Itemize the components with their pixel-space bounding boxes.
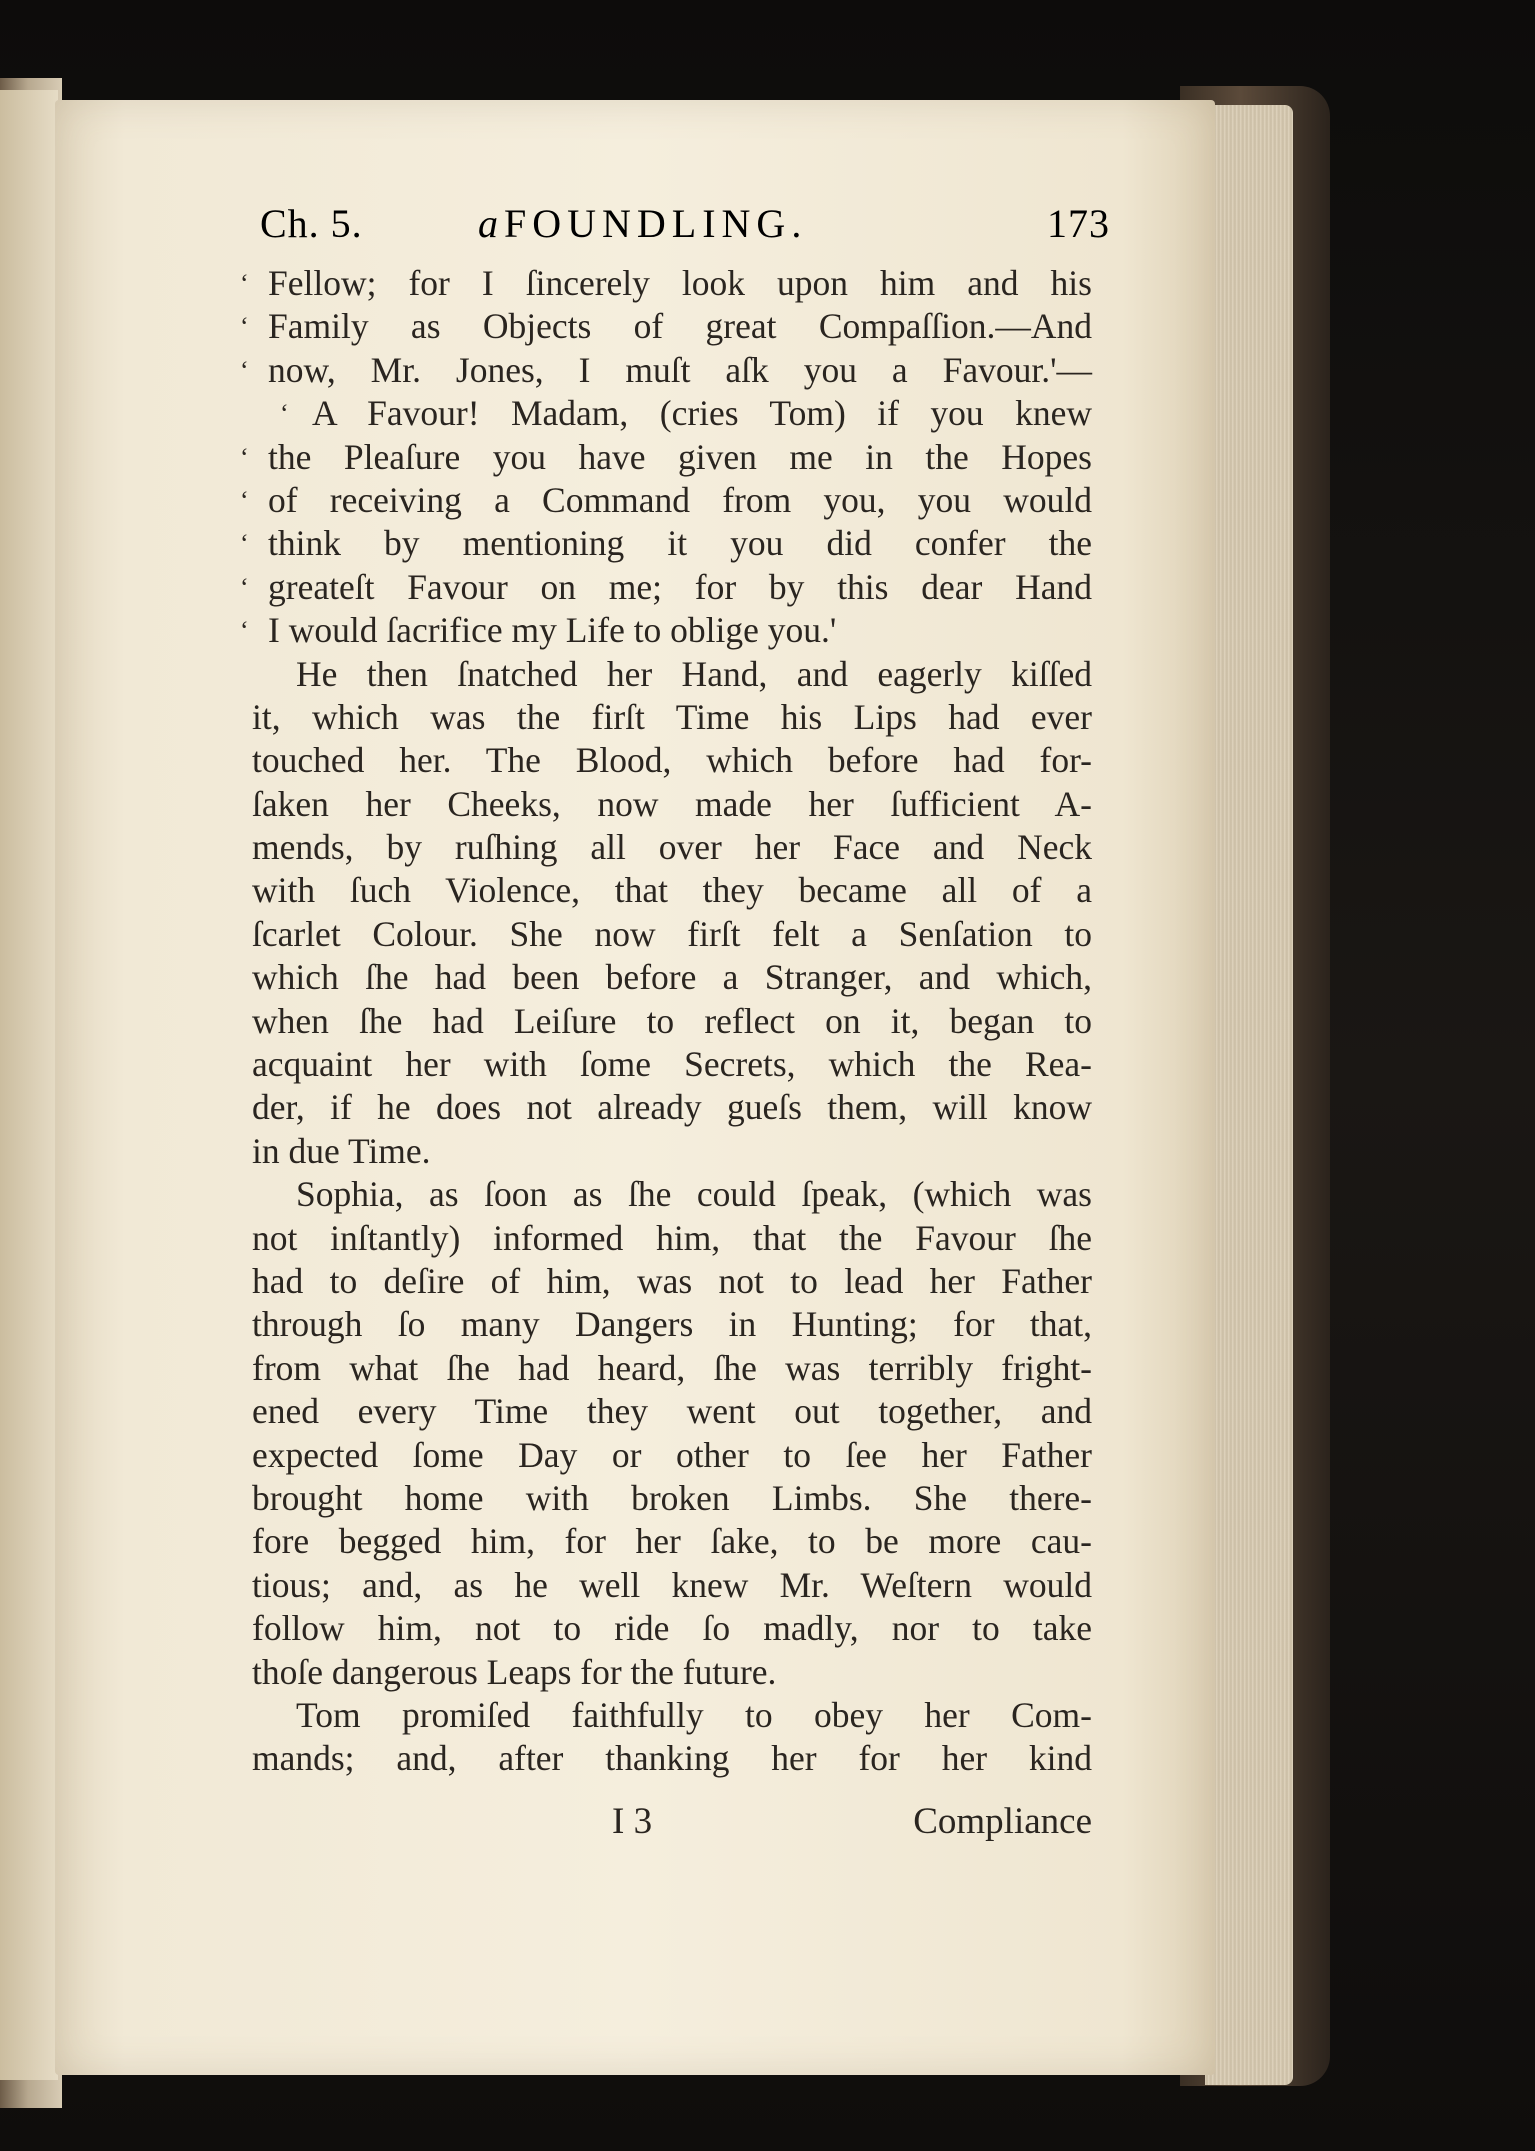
text-line: acquaint her with ſome Secrets, which the Rea-	[252, 1044, 1092, 1085]
text-line: expected ſome Day or other to ſee her Father	[252, 1434, 1092, 1475]
text-line: through ſo many Dangers in Hunting; for that,	[252, 1304, 1092, 1345]
text-line: mands; and, after thanking her for her kind	[252, 1738, 1092, 1779]
running-title-text: FOUNDLING.	[504, 201, 808, 246]
text-line: with ſuch Violence, that they became all of a	[252, 870, 1092, 911]
page-footer	[612, 1800, 1092, 1850]
text-line: tious; and, as he well knew Mr. Weſtern would	[252, 1564, 1092, 1605]
text-line: mends, by ruſhing all over her Face and Neck	[252, 827, 1092, 868]
text-line: when ſhe had Leiſure to reflect on it, began to	[252, 1000, 1092, 1041]
text-line: thoſe dangerous Leaps for the future.	[252, 1651, 777, 1692]
text-line: Tom promiſed faithfully to obey her Com-	[296, 1694, 1092, 1735]
text-line: not inſtantly) informed him, that the Favour ſhe	[252, 1217, 1092, 1258]
page-block-edges	[1205, 105, 1293, 2085]
text-line: from what ſhe had heard, ſhe was terribly fright-	[252, 1347, 1092, 1388]
text-line: follow him, not to ride ſo madly, nor to take	[252, 1608, 1092, 1649]
page-number: 173	[1047, 201, 1110, 246]
signature-mark: I 3	[612, 1801, 653, 1842]
chapter-label: Ch. 5.	[260, 201, 363, 246]
text-line: ‘ A Favour! Madam, (cries Tom) if you knew	[252, 392, 1092, 435]
running-title-article: a	[478, 201, 498, 246]
text-line: brought home with broken Limbs. She there-	[252, 1477, 1092, 1518]
text-line: ‘ I would ſacrifice my Life to oblige you.'	[252, 609, 1092, 652]
text-line: ‘ Fellow; for I ſincerely look upon him and his	[252, 262, 1092, 305]
running-title	[478, 200, 807, 247]
text-line: ſaken her Cheeks, now made her ſufficient A-	[252, 783, 1092, 824]
text-line: He then ſnatched her Hand, and eagerly kiſſed	[296, 653, 1092, 694]
text-line: had to deſire of him, was not to lead her Father	[252, 1260, 1092, 1301]
left-page-sliver	[0, 90, 58, 2080]
page-body-text	[252, 262, 1092, 1781]
text-line: der, if he does not already gueſs them, will know	[252, 1087, 1092, 1128]
text-line: ‘ Family as Objects of great Compaſſion.—And	[252, 305, 1092, 348]
text-line: ened every Time they went out together, and	[252, 1391, 1092, 1432]
running-head	[260, 200, 1110, 260]
text-line: it, which was the firſt Time his Lips had ever	[252, 696, 1092, 737]
text-line: fore begged him, for her ſake, to be more cau-	[252, 1521, 1092, 1562]
text-line: ‘ of receiving a Command from you, you would	[252, 479, 1092, 522]
text-line: ‘ think by mentioning it you did confer the	[252, 522, 1092, 565]
text-line: ‘ now, Mr. Jones, I muſt aſk you a Favour.'—	[252, 349, 1092, 392]
text-line: touched her. The Blood, which before had for-	[252, 740, 1092, 781]
text-line: in due Time.	[252, 1130, 431, 1171]
text-line: ſcarlet Colour. She now firſt felt a Senſation to	[252, 913, 1092, 954]
text-line: ‘ the Pleaſure you have given me in the Hopes	[252, 436, 1092, 479]
text-line: ‘ greateſt Favour on me; for by this dear Hand	[252, 566, 1092, 609]
text-line: Sophia, as ſoon as ſhe could ſpeak, (which was	[296, 1174, 1092, 1215]
text-line: which ſhe had been before a Stranger, and which,	[252, 957, 1092, 998]
catchword: Compliance	[913, 1801, 1092, 1842]
